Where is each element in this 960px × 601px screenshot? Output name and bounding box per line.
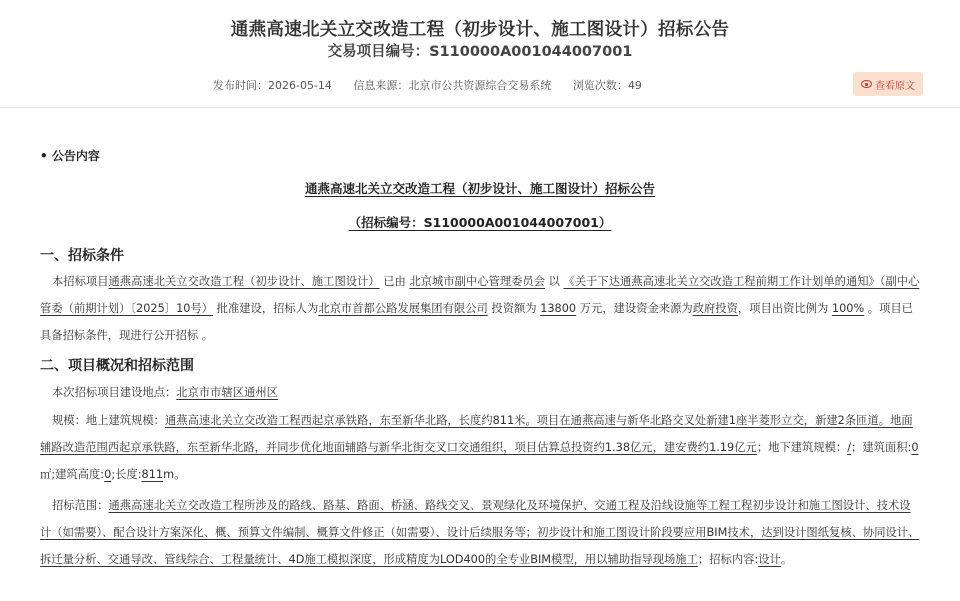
underground-value: / [847, 441, 852, 454]
section-label: • 公告内容 [40, 149, 100, 163]
scale-label: 规模：地上建筑规模： [52, 414, 165, 427]
view-count [573, 79, 642, 92]
view-count-value: 49 [627, 79, 642, 92]
content-value: 设计 [758, 553, 781, 566]
area-unit: ㎡ [40, 468, 52, 481]
s1-text-4: 批准建设，招标人为 [216, 302, 319, 315]
eye-icon [861, 80, 872, 88]
publish-time-value: 2026-05-14 [268, 79, 332, 92]
view-original-label: 查看原文 [875, 80, 915, 92]
view-original-button[interactable] [853, 72, 923, 96]
location-paragraph [40, 379, 920, 406]
location-label: 本次招标项目建设地点： [52, 386, 177, 399]
area-value: 0 [911, 441, 919, 454]
info-source [353, 79, 551, 92]
doc-title [0, 179, 960, 197]
project-name: 通燕高速北关立交改造工程（初步设计、施工图设计） [108, 275, 380, 288]
scale-paragraph [40, 407, 920, 488]
scope-paragraph [40, 492, 920, 573]
scope-text: 通燕高速北关立交改造工程所涉及的路线、路基、路面、桥涵、路线交叉、景观绿化及环境保护、交通工程及沿线设施等工程工程初步设计和施工图设计、技术设计（如需要）、配合设计方案深化、概、预算文件编制、概算文件修正（如需要）、设计后续服务等；初步设计和施工图设计阶段要应用BIM技术，达到设计图纸复核、协同设计、拆迁量分析、交通导改、管线综合、工程量统计、4D施工模拟深度，形成精度为LOD400的全专业BIM模型，用以辅助指导现场施工 [40, 499, 920, 566]
approval-document: 《关于下达通燕高速北关立交改造工程前期工作计划单的通知》（副中心管委（前期计划）〔2025〕10号） [40, 275, 920, 315]
s1-text-7: ，项目出资比例为 [737, 302, 829, 315]
notice-header [0, 0, 960, 120]
doc-code-text: （招标编号：S110000A001044007001） [348, 215, 612, 230]
page-title: 通燕高速北关立交改造工程（初步设计、施工图设计）招标公告 [230, 20, 730, 40]
s1-text-8: 。项目已具备招标条件，现进行公开招标 。 [40, 302, 913, 342]
s1-text-5: 投资额为 [491, 302, 537, 315]
approver: 北京城市副中心管理委员会 [409, 275, 546, 288]
tenderer: 北京市首都公路发展集团有限公司 [318, 302, 488, 315]
scope-label: 招标范围： [52, 499, 109, 512]
height-label: ;建筑高度: [51, 468, 105, 481]
doc-code [0, 213, 960, 231]
length-value: 811 [141, 468, 164, 481]
s1-text-2: 已由 [383, 275, 406, 288]
info-source-label: 信息来源： [353, 79, 409, 92]
project-code: 交易项目编号：S110000A001044007001 [327, 44, 633, 60]
meta-bar [213, 77, 660, 93]
scale-text: 通燕高速北关立交改造工程西起京承铁路，东至新华北路，长度约811米。项目在通燕高速与新华北路交叉处新建1座半菱形立交，新建2条匝道。地面辅路改造范围西起京承铁路，东至新华北路，并同步优化地面辅路与新华北街交叉口交通组织，项目估算总投资约1.38亿元，建安费约1.19亿元 [40, 414, 913, 454]
s1-text-1: 本招标项目 [52, 275, 109, 288]
content-label: ；招标内容: [697, 553, 759, 566]
underground-label: ；地下建筑规模： [756, 441, 848, 454]
height-value: 0 [104, 468, 112, 481]
area-label: ；建筑面积: [851, 441, 912, 454]
publish-time-label: 发布时间： [213, 79, 268, 92]
funding-source: 政府投资 [692, 302, 738, 315]
investment-amount: 13800 [540, 302, 577, 315]
funding-ratio: 100% [831, 302, 865, 315]
length-label: ;长度: [111, 468, 142, 481]
section-heading-2: 二、项目概况和招标范围 [40, 358, 194, 374]
paragraph-end: 。 [780, 553, 793, 566]
publish-time [213, 79, 332, 92]
view-count-label: 浏览次数： [572, 79, 628, 92]
length-unit: m。 [163, 468, 186, 481]
location-value: 北京市市辖区通州区 [176, 386, 278, 399]
s1-text-6: 万元，建设资金来源为 [579, 302, 693, 315]
doc-title-text: 通燕高速北关立交改造工程（初步设计、施工图设计）招标公告 [304, 181, 655, 196]
info-source-value: 北京市公共资源综合交易系统 [408, 79, 552, 92]
section-heading-1: 一、招标条件 [40, 248, 124, 264]
s1-text-3: 以 [548, 275, 560, 288]
header-divider [0, 107, 960, 108]
tender-conditions-paragraph [40, 268, 920, 349]
